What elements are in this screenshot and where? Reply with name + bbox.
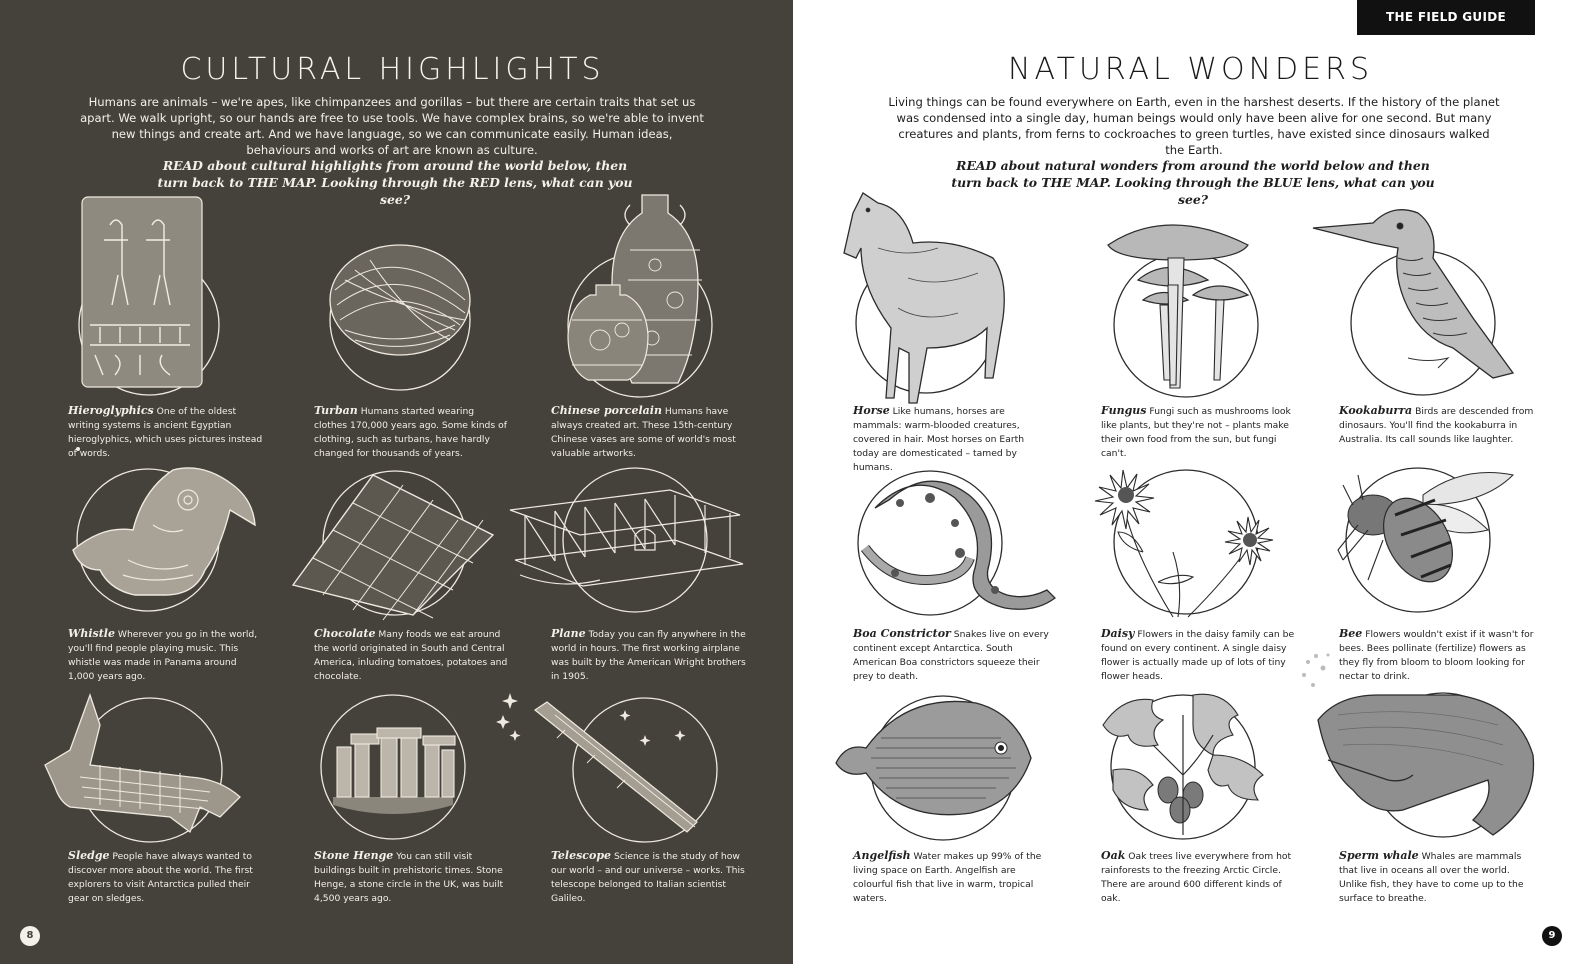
item-name: Chinese porcelain bbox=[551, 404, 662, 417]
sperm-whale-illustration bbox=[1298, 650, 1538, 845]
item-text: You can still visit buildings built in prehistoric times. Stone Henge, a stone circle in the UK, was built 4,500 years ago. bbox=[314, 851, 504, 904]
page-number-left: 8 bbox=[20, 926, 40, 946]
item-text: Oak trees live everywhere from hot rainforests to the freezing Arctic Circle. There are around 600 different kinds of oak. bbox=[1101, 851, 1292, 904]
porcelain-vase-illustration bbox=[560, 190, 720, 395]
item-text: Flowers wouldn't exist if it wasn't for bees. Bees pollinate (fertilize) flowers as they fly from bloom to bloom looking for nectar to drink. bbox=[1339, 629, 1534, 682]
item-text: Snakes live on every continent except Antarctica. South American Boa constrictors squeeze their prey to death. bbox=[853, 629, 1049, 682]
item-text: Whales are mammals that live in oceans all over the world. Unlike fish, they have to come up to the surface to breathe. bbox=[1339, 851, 1524, 904]
item-text: One of the oldest writing systems is ancient Egyptian hieroglyphics, which uses pictures instead of words. bbox=[68, 406, 263, 459]
page-number-right: 9 bbox=[1542, 926, 1562, 946]
item-name: Horse bbox=[853, 404, 890, 417]
caption-chinese-porcelain bbox=[551, 404, 747, 461]
item-text: Humans started wearing clothes 170,000 years ago. Some kinds of clothing, such as turbans, have hardly changed for thousands of years. bbox=[314, 406, 507, 459]
item-name: Hieroglyphics bbox=[68, 404, 154, 417]
daisy-illustration bbox=[1088, 462, 1288, 620]
page-title-cultural-highlights: CULTURAL HIGHLIGHTS bbox=[180, 52, 605, 87]
item-name: Fungus bbox=[1101, 404, 1147, 417]
bird-whistle-illustration bbox=[68, 465, 258, 615]
item-name: Chocolate bbox=[314, 627, 376, 640]
item-name: Oak bbox=[1101, 849, 1126, 862]
caption-turban bbox=[314, 404, 510, 461]
item-name: Turban bbox=[314, 404, 358, 417]
chocolate-bar-illustration bbox=[285, 470, 500, 615]
item-name: Whistle bbox=[68, 627, 115, 640]
page-title-natural-wonders: NATURAL WONDERS bbox=[1008, 52, 1373, 87]
item-text: Water makes up 99% of the living space on Earth. Angelfish are colourful fish that live in warm, tropical waters. bbox=[853, 851, 1042, 904]
read-instruction: READ about cultural highlights from around the world below, then turn back to THE MAP. Looking through the RED lens, what can you see? bbox=[157, 158, 633, 207]
item-name: Telescope bbox=[551, 849, 612, 862]
item-name: Boa Constrictor bbox=[853, 627, 951, 640]
caption-kookaburra bbox=[1339, 404, 1535, 447]
caption-hieroglyphics bbox=[68, 404, 264, 461]
caption-horse bbox=[853, 404, 1049, 475]
item-text: Humans have always created art. These 15th-century Chinese vases are some of world's most valuable artworks. bbox=[551, 406, 736, 459]
item-text: Flowers in the daisy family can be found on every continent. A single daisy flower is actually made up of lots of tiny flower heads. bbox=[1101, 629, 1295, 682]
caption-telescope bbox=[551, 849, 747, 906]
caption-stone-henge bbox=[314, 849, 510, 906]
item-name: Bee bbox=[1339, 627, 1363, 640]
caption-plane bbox=[551, 627, 747, 684]
caption-sperm-whale bbox=[1339, 849, 1535, 906]
item-name: Plane bbox=[551, 627, 586, 640]
caption-fungus bbox=[1101, 404, 1297, 461]
bee-illustration bbox=[1323, 465, 1528, 615]
caption-boa-constrictor bbox=[853, 627, 1049, 684]
item-text: Birds are descended from dinosaurs. You'll find the kookaburra in Australia. Its call sounds like laughter. bbox=[1339, 406, 1534, 445]
item-text: Like humans, horses are mammals: warm-blooded creatures, covered in hair. Most horses on Earth today are domesticated – tamed by humans. bbox=[853, 406, 1025, 473]
caption-sledge bbox=[68, 849, 264, 906]
item-text: Fungi such as mushrooms look like plants, but they're not – plants make their own food from the sun, but fungi can't. bbox=[1101, 406, 1291, 459]
intro-paragraph: Living things can be found everywhere on Earth, even in the harshest deserts. If the history of the planet was condensed into a single day, human beings would only have been alive for one second. But many creatures and plants, from ferns to cockroaches to green turtles, have existed since dinosaurs walked the Earth. bbox=[888, 95, 1500, 157]
item-text: Science is the study of how our world – and our universe – works. This telescope belonged to Italian scientist Galileo. bbox=[551, 851, 745, 904]
biplane-illustration bbox=[505, 465, 745, 615]
caption-daisy bbox=[1101, 627, 1297, 684]
angelfish-illustration bbox=[831, 688, 1041, 848]
item-name: Daisy bbox=[1101, 627, 1135, 640]
item-text: Today you can fly anywhere in the world in hours. The first working airplane was built by the American Wright brothers in 1905. bbox=[551, 629, 746, 682]
stonehenge-illustration bbox=[315, 692, 475, 842]
item-name: Sperm whale bbox=[1339, 849, 1419, 862]
right-page bbox=[793, 0, 1588, 964]
item-text: People have always wanted to discover more about the world. The first explorers to visit Antarctica pulled their gear on sledges. bbox=[68, 851, 253, 904]
snake-illustration bbox=[855, 468, 1060, 618]
caption-angelfish bbox=[853, 849, 1049, 906]
item-text: Many foods we eat around the world originated in South and Central America, inluding tomatoes, potatoes and chocolate. bbox=[314, 629, 508, 682]
telescope-illustration bbox=[495, 685, 725, 845]
item-text: Wherever you go in the world, you'll find people playing music. This whistle was made in Panama around 1,000 years ago. bbox=[68, 629, 258, 682]
item-name: Sledge bbox=[68, 849, 110, 862]
caption-whistle bbox=[68, 627, 264, 684]
caption-oak bbox=[1101, 849, 1297, 906]
item-name: Kookaburra bbox=[1339, 404, 1413, 417]
read-instruction: READ about natural wonders from around the world below and then turn back to THE MAP. Looking through the BLUE lens, what can you see? bbox=[951, 158, 1435, 207]
kookaburra-illustration bbox=[1308, 198, 1538, 400]
horse-illustration bbox=[838, 188, 1018, 400]
item-name: Stone Henge bbox=[314, 849, 394, 862]
turban-illustration bbox=[315, 220, 490, 395]
oak-leaves-illustration bbox=[1083, 685, 1283, 845]
field-guide-tab[interactable]: THE FIELD GUIDE bbox=[1357, 0, 1535, 35]
intro-paragraph: Humans are animals – we're apes, like chimpanzees and gorillas – but there are certain traits that set us apart. We walk upright, so our hands are free to use tools. We have complex brains, so we're able to invent new things and create art. And we have language, so we can communicate easily. Human ideas, behaviours and works of art are known as culture. bbox=[80, 95, 704, 157]
mushroom-illustration bbox=[1098, 210, 1268, 400]
item-name: Angelfish bbox=[853, 849, 911, 862]
left-page bbox=[0, 0, 793, 964]
hieroglyph-tablet-illustration bbox=[70, 195, 230, 395]
sledge-illustration bbox=[40, 695, 240, 845]
caption-chocolate bbox=[314, 627, 510, 684]
